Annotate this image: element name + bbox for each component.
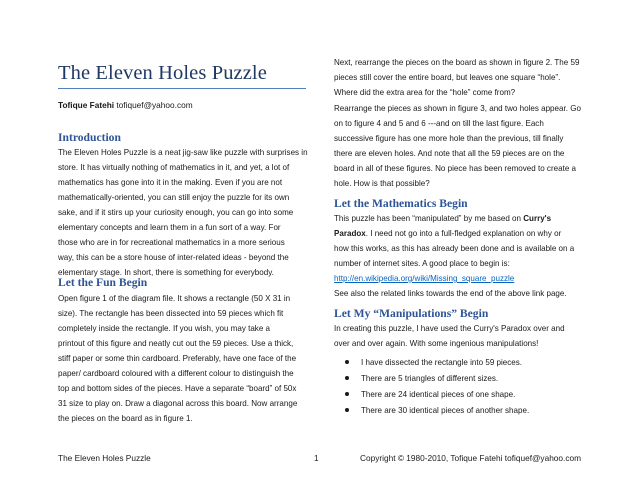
bullet-dot-icon: [345, 376, 349, 380]
intro-line: store. It has virtually nothing of mathematics in it, and yet, a lot of: [58, 163, 290, 172]
p2-line: on to figure 4 and 5 and 6 ---and on till the last figure. Each: [334, 119, 544, 128]
manip-line: In creating this puzzle, I have used the Curry's Paradox over and: [334, 324, 565, 333]
bullet-text: I have dissected the rectangle into 59 pieces.: [361, 357, 523, 367]
fun-line: 31 size to play on. Draw a diagonal across this board. Now arrange: [58, 399, 298, 408]
fun-paragraph: [58, 291, 297, 426]
footer-title: The Eleven Holes Puzzle: [58, 453, 151, 463]
heading-fun-begin: Let the Fun Begin: [58, 276, 148, 289]
bullet-text: There are 30 identical pieces of another shape.: [361, 405, 530, 415]
fun-line: size). The rectangle has been dissected into 59 pieces which fit: [58, 309, 284, 318]
rearrange-paragraph-2: [334, 101, 581, 191]
math-line: number of internet sites. A good place to begin is:: [334, 259, 510, 268]
author-line: [58, 100, 193, 110]
math-bold-currys: Curry's: [523, 214, 552, 223]
p1-line: Next, rearrange the pieces on the board as shown in figure 2. The 59: [334, 58, 580, 67]
bullet-item: [345, 354, 529, 370]
fun-line: completely inside the rectangle. If you wish, you may take a: [58, 324, 271, 333]
author-email: tofiquef@yahoo.com: [116, 100, 193, 110]
heading-mathematics-begin: Let the Mathematics Begin: [334, 197, 468, 210]
fun-line: paper/ cardboard coloured with a different colour to distinguish the: [58, 369, 294, 378]
manipulations-paragraph: [334, 321, 565, 351]
author-name: Tofique Fatehi: [58, 100, 115, 110]
intro-line: The Eleven Holes Puzzle is a neat jig-saw like puzzle with surprises in: [58, 148, 308, 157]
footer-copyright: Copyright © 1980-2010, Tofique Fatehi tofiquef@yahoo.com: [360, 453, 582, 463]
bullet-item: [345, 386, 529, 402]
manip-line: over and over again. With some ingenious manipulations!: [334, 339, 539, 348]
intro-line: mathematically-oriented, you can still enjoy the puzzle for its own: [58, 193, 290, 202]
intro-line: mathematics has gone into it in the making. Even if you are not: [58, 178, 283, 187]
bullet-dot-icon: [345, 392, 349, 396]
bullet-text: There are 24 identical pieces of one shape.: [361, 389, 516, 399]
mathematics-paragraph: [334, 211, 574, 301]
heading-manipulations-begin: Let My “Manipulations” Begin: [334, 307, 489, 320]
math-line: [334, 226, 574, 241]
bullet-dot-icon: [345, 408, 349, 412]
math-text: . I need not go into a full-fledged explanation on why or: [365, 229, 562, 238]
document-title: The Eleven Holes Puzzle: [58, 62, 267, 84]
p2-line: hole. How is that possible?: [334, 179, 430, 188]
p2-line: there are eleven holes. And note that all the 59 pieces are on the: [334, 149, 565, 158]
title-underline: [58, 88, 306, 89]
intro-line: elementary stage. In short, there is something for everybody.: [58, 268, 274, 277]
p2-line: board in all of these figures. No piece has been removed to create a: [334, 164, 576, 173]
fun-line: Open figure 1 of the diagram file. It shows a rectangle (50 X 31 in: [58, 294, 291, 303]
fun-line: printout of this figure and neatly cut out the 59 pieces. Use a thick,: [58, 339, 294, 348]
bullet-item: [345, 370, 529, 386]
intro-paragraph: [58, 145, 308, 280]
bullet-dot-icon: [345, 360, 349, 364]
bullet-text: There are 5 triangles of different sizes.: [361, 373, 499, 383]
wikipedia-link[interactable]: http://en.wikipedia.org/wiki/Missing_square_puzzle: [334, 274, 515, 283]
intro-line: sake, and if it stirs up your curiosity enough, you can go into some: [58, 208, 294, 217]
p2-line: successive figure has one more hole than the previous, till finally: [334, 134, 564, 143]
p1-line: Where did the extra area for the “hole” come from?: [334, 88, 516, 97]
p2-line: Rearrange the pieces as shown in figure 3, and two holes appear. Go: [334, 104, 581, 113]
bullet-item: [345, 402, 529, 418]
footer-page-number: 1: [314, 453, 319, 463]
intro-line: elementary concepts and learn them in a fun sort of a way. For: [58, 223, 281, 232]
math-line: how this works, as this has already been done and is available on a: [334, 244, 575, 253]
math-line: See also the related links towards the end of the above link page.: [334, 289, 567, 298]
intro-line: those who are in for recreational mathematics in a more serious: [58, 238, 285, 247]
fun-line: stiff paper or some thin cardboard. Preferably, have one face of the: [58, 354, 297, 363]
bullet-list: [345, 354, 529, 418]
p1-line: pieces still cover the entire board, but leaves one square “hole”.: [334, 73, 561, 82]
fun-line: the pieces on the board as in figure 1.: [58, 414, 193, 423]
rearrange-paragraph-1: [334, 55, 579, 100]
math-bold-paradox: Paradox: [334, 229, 366, 238]
math-line: [334, 211, 574, 226]
intro-line: way, this can be a store house of inter-related ideas - beyond the: [58, 253, 289, 262]
math-text: This puzzle has been “manipulated” by me based on: [334, 214, 524, 223]
heading-introduction: Introduction: [58, 131, 121, 144]
math-line: [334, 271, 574, 286]
fun-line: top and bottom sides of the pieces. Have a separate “board” of 50x: [58, 384, 297, 393]
